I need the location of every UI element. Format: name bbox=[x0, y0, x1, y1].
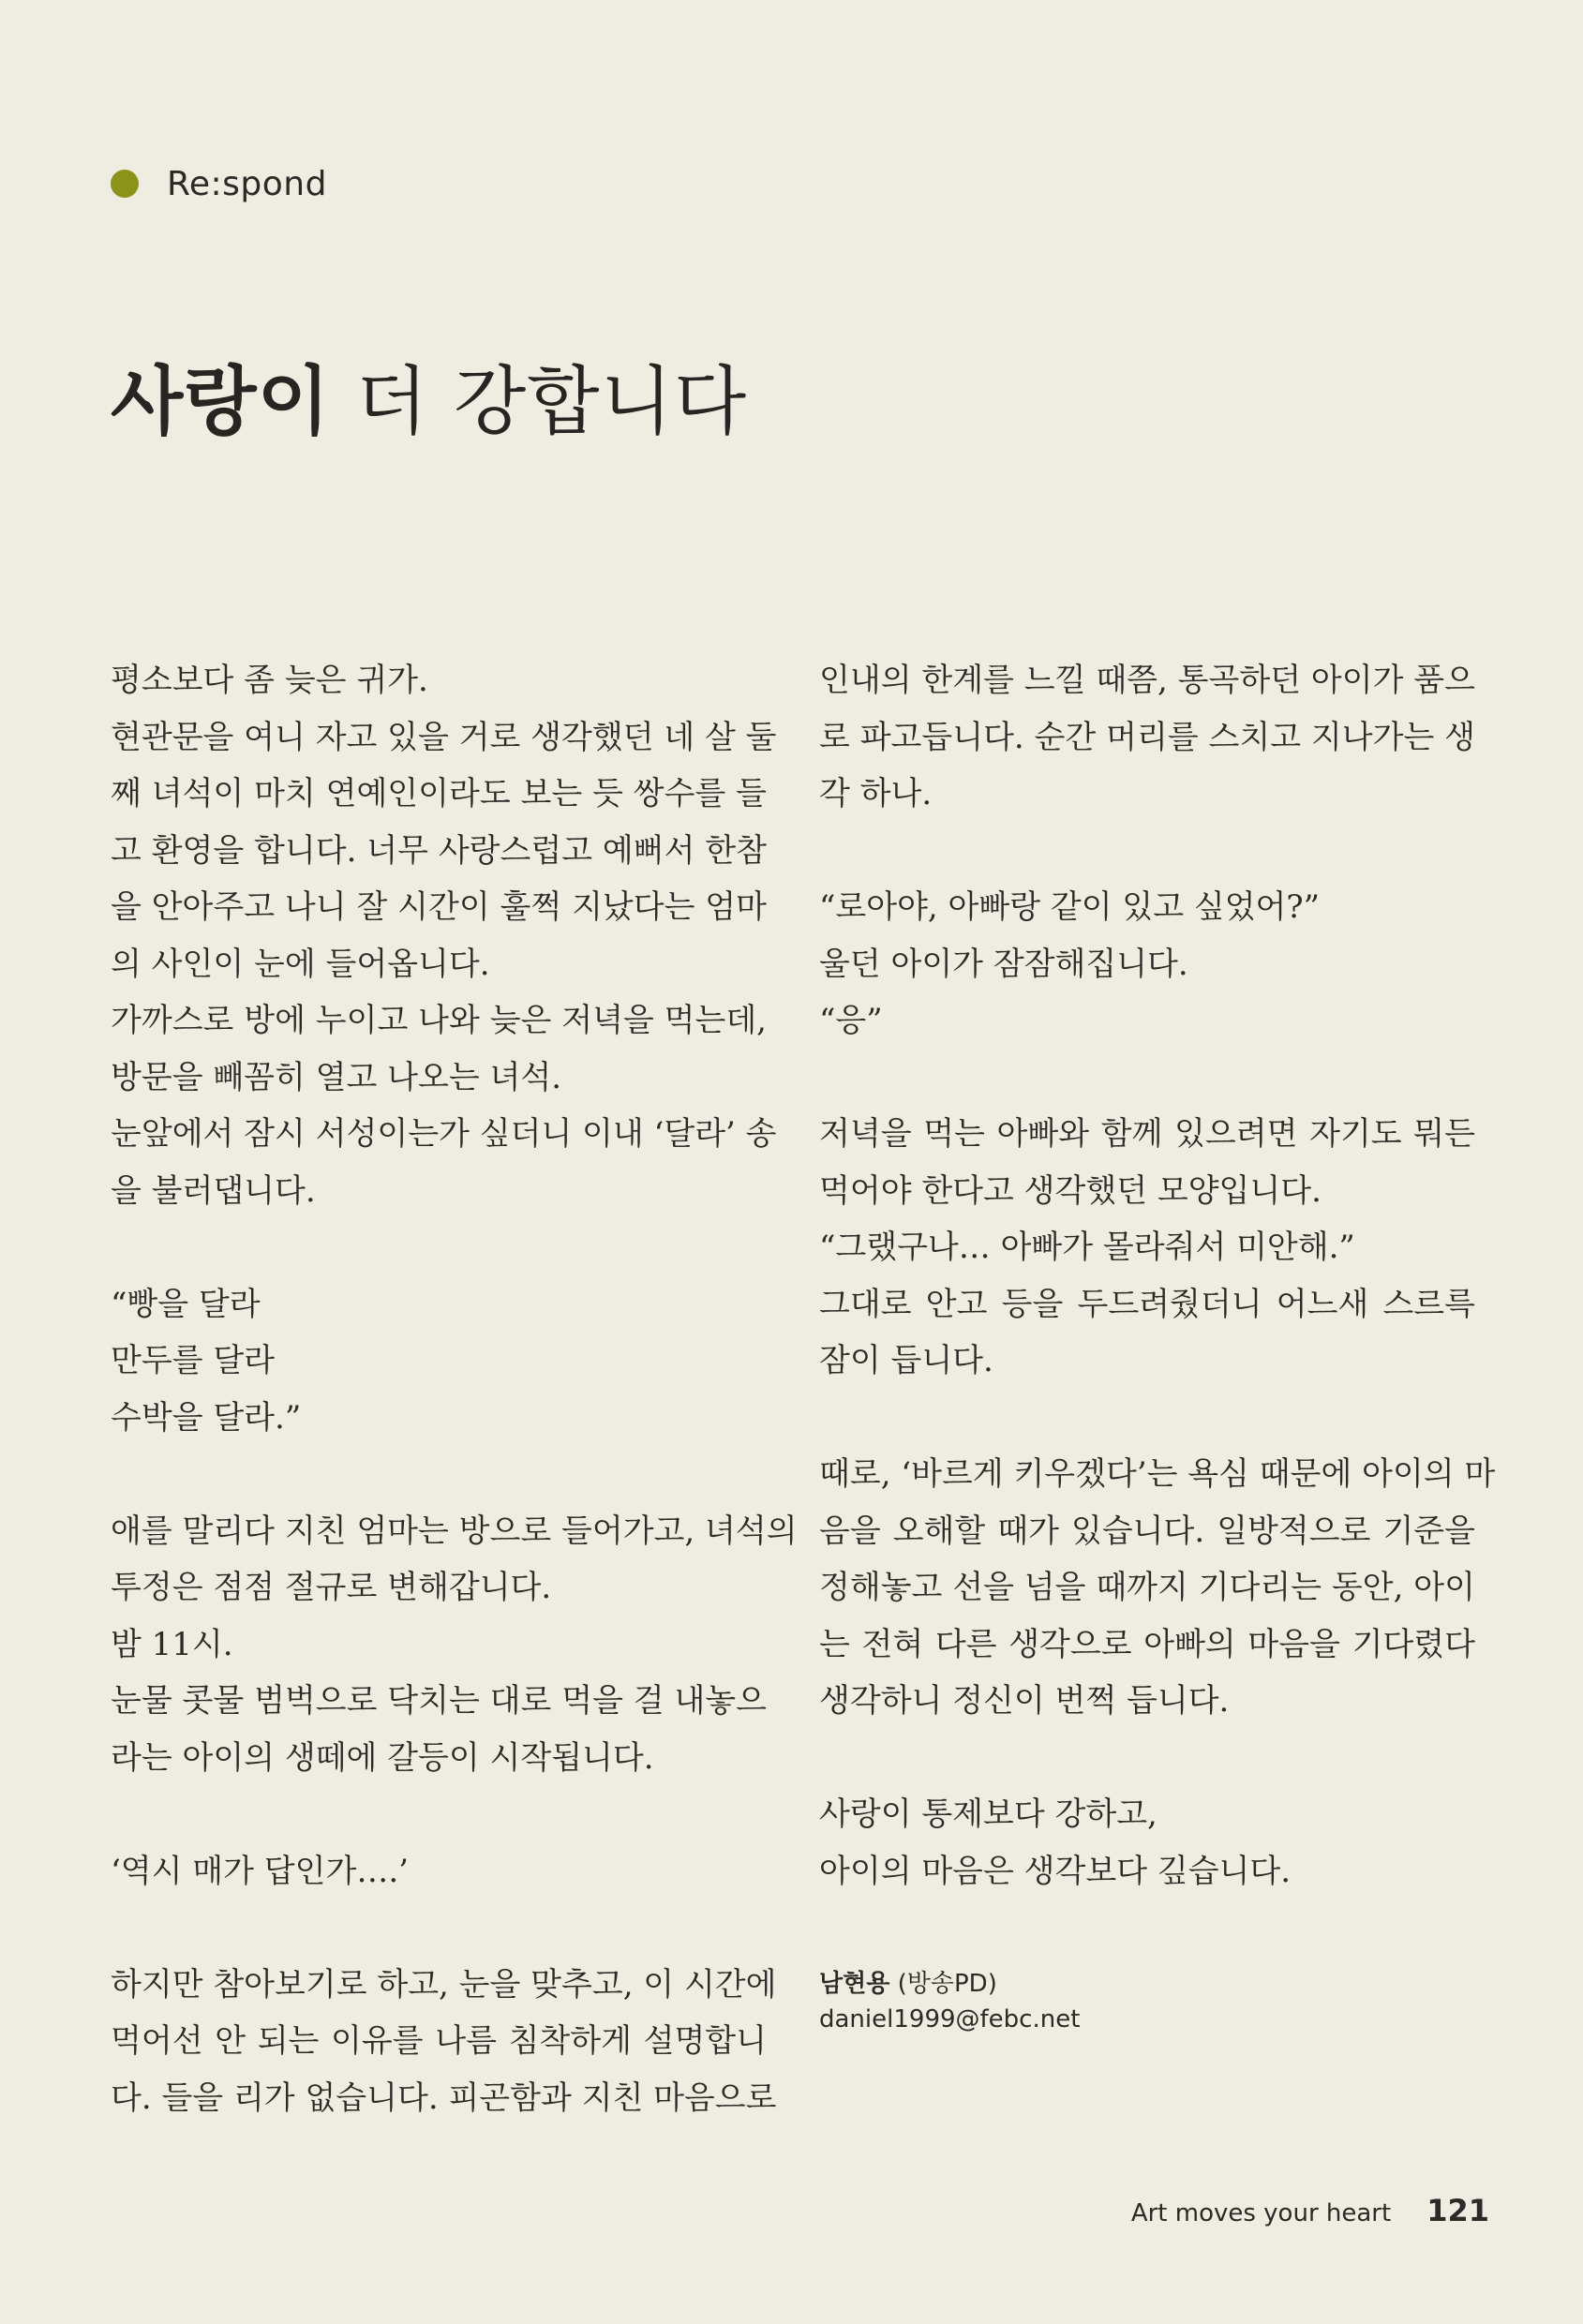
text-line: 정해놓고 선을 넘을 때까지 기다리는 동안, 아이 bbox=[819, 1569, 1475, 1606]
text-line: 하지만 참아보기로 하고, 눈을 맞추고, 이 시간에 bbox=[111, 1965, 777, 2004]
text-line: 로 파고듭니다. 순간 머리를 스치고 지나가는 생 bbox=[819, 718, 1475, 756]
author-email: daniel1999@febc.net bbox=[819, 2005, 1081, 2034]
text-line: 눈물 콧물 범벅으로 닥치는 대로 먹을 걸 내놓으 bbox=[111, 1682, 767, 1720]
author-name: 남현용 bbox=[819, 1970, 890, 1998]
paragraph bbox=[111, 652, 777, 1219]
text-line: 는 전혀 다른 생각으로 아빠의 마음을 기다렸다 bbox=[819, 1625, 1475, 1663]
text-line: 째 녀석이 마치 연예인이라도 보는 듯 쌍수를 들 bbox=[111, 775, 767, 812]
text-line: 애를 말리다 지친 엄마는 방으로 들어가고, 녀석의 bbox=[111, 1512, 798, 1550]
text-line: 의 사인이 눈에 들어옵니다. bbox=[111, 945, 490, 983]
text-line: 인내의 한계를 느낄 때쯤, 통곡하던 아이가 품으 bbox=[819, 662, 1475, 699]
text-line: “로아야, 아빠랑 같이 있고 싶었어?” bbox=[819, 888, 1321, 926]
text-line: 먹어선 안 되는 이유를 나름 침착하게 설명합니 bbox=[111, 2022, 767, 2060]
text-line: “빵을 달라 bbox=[111, 1285, 261, 1323]
text-line: 아이의 마음은 생각보다 깊습니다. bbox=[819, 1852, 1292, 1890]
text-line: 현관문을 여니 자고 있을 거로 생각했던 네 살 둘 bbox=[111, 718, 777, 756]
article-title bbox=[111, 354, 747, 449]
author-line bbox=[819, 1966, 1080, 2002]
paragraph bbox=[111, 1503, 798, 1787]
paragraph bbox=[111, 1957, 777, 2127]
left-column bbox=[111, 652, 798, 2126]
section-tag bbox=[111, 156, 327, 212]
text-line: 음을 오해할 때가 있습니다. 일방적으로 기준을 bbox=[819, 1512, 1475, 1550]
author-role: (방송PD) bbox=[889, 1970, 997, 1998]
text-line: 눈앞에서 잠시 서성이는가 싶더니 이내 ‘달라’ 송 bbox=[111, 1115, 777, 1153]
article-title-rest: 더 강합니다 bbox=[330, 358, 748, 445]
text-line: “응” bbox=[819, 1002, 883, 1039]
page-number: 121 bbox=[1426, 2193, 1489, 2228]
text-line: 밤 11시. bbox=[111, 1625, 233, 1663]
text-line: 울던 아이가 잠잠해집니다. bbox=[819, 945, 1188, 983]
text-line: 때로, ‘바르게 키우겠다’는 욕심 때문에 아이의 마 bbox=[819, 1455, 1496, 1493]
paragraph bbox=[819, 1786, 1475, 1899]
paragraph bbox=[111, 1843, 767, 1900]
text-line: 그대로 안고 등을 두드려줬더니 어느새 스르륵 bbox=[819, 1285, 1475, 1323]
text-line: “그랬구나… 아빠가 몰라줘서 미안해.” bbox=[819, 1229, 1355, 1266]
text-line: 다. 들을 리가 없습니다. 피곤함과 지친 마음으로 bbox=[111, 2078, 777, 2117]
text-line: 고 환영을 합니다. 너무 사랑스럽고 예뻐서 한참 bbox=[111, 831, 767, 870]
section-label: Re:spond bbox=[167, 164, 327, 203]
footer-tagline: Art moves your heart bbox=[1130, 2199, 1392, 2227]
text-line: 가까스로 방에 누이고 나와 늦은 저녁을 먹는데, bbox=[111, 1002, 767, 1039]
article-title-strong: 사랑이 bbox=[111, 357, 331, 445]
text-line: 먹어야 한다고 생각했던 모양입니다. bbox=[819, 1171, 1322, 1210]
page-footer bbox=[1131, 2193, 1489, 2228]
paragraph bbox=[819, 879, 1475, 1050]
paragraph bbox=[819, 1106, 1475, 1390]
text-line: 사랑이 통제보다 강하고, bbox=[819, 1795, 1157, 1833]
text-line: 방문을 빼꼼히 열고 나오는 녀석. bbox=[111, 1058, 562, 1096]
text-line: 투정은 점점 절규로 변해갑니다. bbox=[111, 1569, 552, 1606]
text-line: 을 안아주고 나니 잘 시간이 훌쩍 지났다는 엄마 bbox=[111, 888, 767, 926]
paragraph bbox=[819, 652, 1475, 823]
author-byline bbox=[819, 1966, 1080, 2037]
paragraph bbox=[111, 1276, 767, 1447]
text-line: 만두를 달라 bbox=[111, 1342, 276, 1379]
text-line: 저녁을 먹는 아빠와 함께 있으려면 자기도 뭐든 bbox=[819, 1115, 1475, 1153]
text-line: 생각하니 정신이 번쩍 듭니다. bbox=[819, 1682, 1230, 1720]
text-line: 을 불러댑니다. bbox=[111, 1171, 316, 1210]
text-line: ‘역시 매가 답인가….’ bbox=[111, 1852, 409, 1890]
paragraph bbox=[819, 1446, 1496, 1730]
right-column bbox=[819, 652, 1496, 1899]
section-bullet-icon bbox=[111, 170, 139, 198]
text-line: 잠이 듭니다. bbox=[819, 1342, 993, 1379]
text-line: 각 하나. bbox=[819, 775, 933, 812]
text-line: 수박을 달라.” bbox=[111, 1398, 302, 1437]
text-line: 라는 아이의 생떼에 갈등이 시작됩니다. bbox=[111, 1738, 654, 1777]
text-line: 평소보다 좀 늦은 귀가. bbox=[111, 662, 428, 699]
